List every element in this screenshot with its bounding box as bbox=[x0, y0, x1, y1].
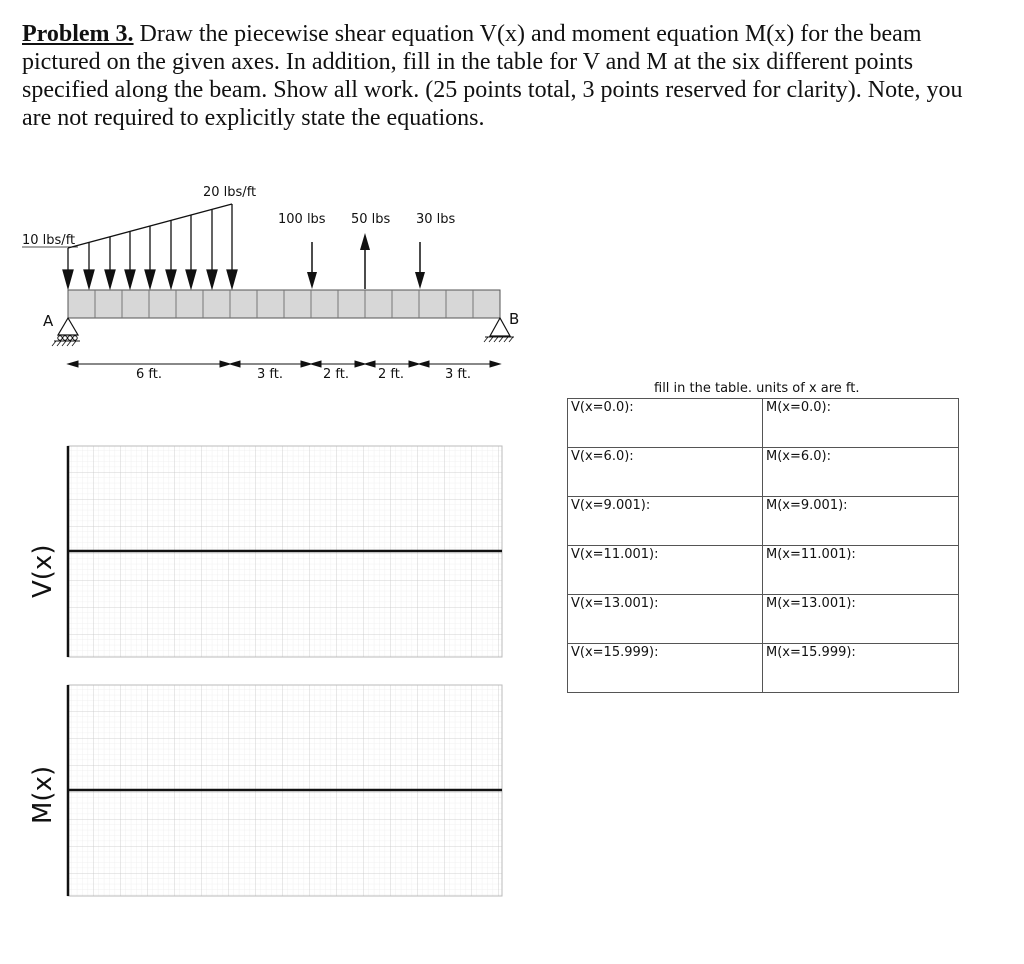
table-row bbox=[568, 595, 959, 644]
moment-answer-cell[interactable]: M(x=13.001): bbox=[763, 595, 959, 644]
table-note: fill in the table. units of x are ft. bbox=[654, 381, 860, 396]
table-row bbox=[568, 497, 959, 546]
moment-answer-cell[interactable]: M(x=15.999): bbox=[763, 644, 959, 693]
point-load-50-label: 50 lbs bbox=[351, 212, 391, 227]
table-row bbox=[568, 644, 959, 693]
support-a-label: A bbox=[43, 312, 54, 330]
distributed-load bbox=[63, 204, 237, 288]
beam bbox=[68, 290, 500, 318]
point-load-30 bbox=[415, 212, 456, 289]
beam-diagram bbox=[0, 0, 1024, 400]
problem-text: Draw the piecewise shear equation V(x) and moment equation M(x) for the beam pictured on the given axes. In addition, fill in the table for V and M at the six different points specified along the beam. Show all work. (25 points total, 3 points reserved for clarity). Note, you are not required to explicitly state the equations. bbox=[22, 21, 963, 131]
dim-label-3ft-a: 3 ft. bbox=[257, 367, 283, 382]
moment-answer-cell[interactable]: M(x=0.0): bbox=[763, 399, 959, 448]
answer-table bbox=[567, 398, 959, 693]
point-load-50 bbox=[351, 212, 391, 289]
point-load-100-label: 100 lbs bbox=[278, 212, 326, 227]
support-a bbox=[52, 318, 80, 346]
moment-answer-cell[interactable]: M(x=11.001): bbox=[763, 546, 959, 595]
table-row bbox=[568, 448, 959, 497]
moment-plot-grid[interactable] bbox=[66, 684, 504, 898]
problem-label: Problem 3. bbox=[22, 21, 134, 47]
dim-label-6ft: 6 ft. bbox=[136, 367, 162, 382]
dist-load-end-label: 20 lbs/ft bbox=[203, 185, 257, 200]
shear-answer-cell[interactable]: V(x=13.001): bbox=[568, 595, 763, 644]
table-row bbox=[568, 546, 959, 595]
dim-label-2ft-a: 2 ft. bbox=[323, 367, 349, 382]
dist-load-start-label: 10 lbs/ft bbox=[22, 233, 76, 248]
dim-label-3ft-b: 3 ft. bbox=[445, 367, 471, 382]
moment-answer-cell[interactable]: M(x=6.0): bbox=[763, 448, 959, 497]
point-load-30-label: 30 lbs bbox=[416, 212, 456, 227]
shear-answer-cell[interactable]: V(x=6.0): bbox=[568, 448, 763, 497]
moment-axis-label: M(x) bbox=[28, 765, 58, 824]
support-b-label: B bbox=[509, 310, 520, 328]
shear-plot-grid[interactable] bbox=[66, 445, 504, 659]
shear-answer-cell[interactable]: V(x=9.001): bbox=[568, 497, 763, 546]
dim-label-2ft-b: 2 ft. bbox=[378, 367, 404, 382]
moment-answer-cell[interactable]: M(x=9.001): bbox=[763, 497, 959, 546]
shear-answer-cell[interactable]: V(x=15.999): bbox=[568, 644, 763, 693]
shear-answer-cell[interactable]: V(x=0.0): bbox=[568, 399, 763, 448]
shear-answer-cell[interactable]: V(x=11.001): bbox=[568, 546, 763, 595]
table-row bbox=[568, 399, 959, 448]
point-load-100 bbox=[278, 212, 326, 289]
dimension-line bbox=[68, 361, 500, 367]
shear-axis-label: V(x) bbox=[28, 544, 58, 598]
